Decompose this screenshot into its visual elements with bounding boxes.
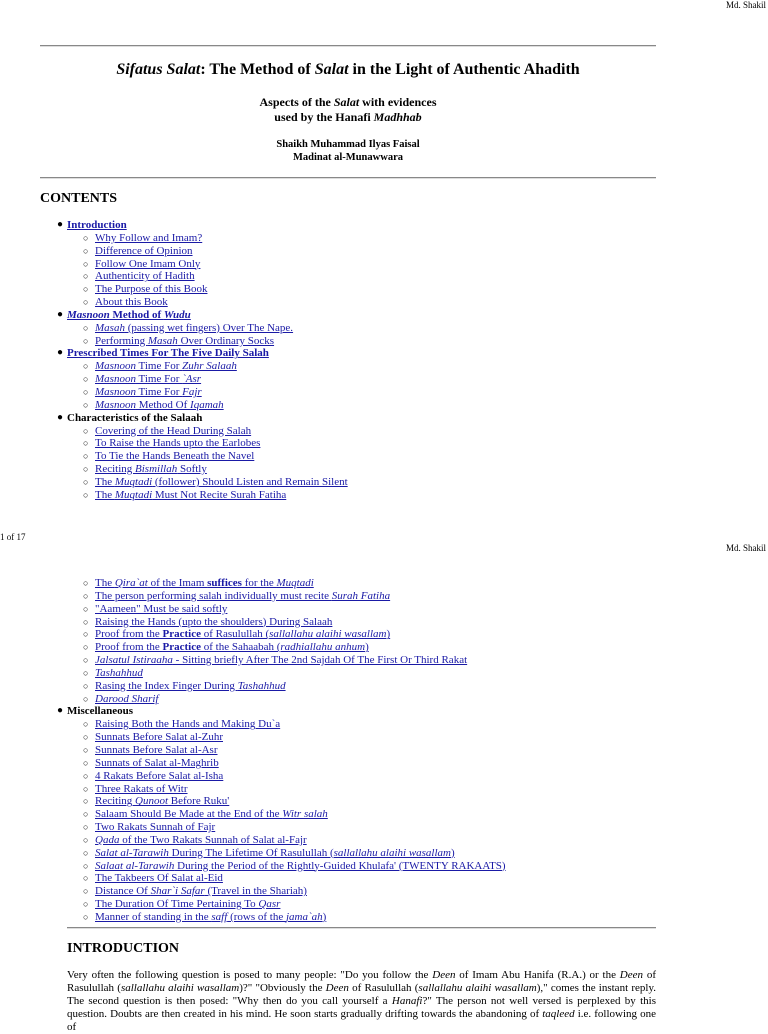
toc-link[interactable]: Authenticity of Hadith [95,270,195,283]
circle-bullet-icon: ○ [83,322,89,333]
bullet-icon: ● [57,705,64,717]
toc-item [40,628,680,641]
toc-item [40,360,680,373]
toc-item [40,322,680,335]
circle-bullet-icon: ○ [83,847,89,858]
toc-item [40,335,680,348]
toc-link[interactable]: Proof from the Practice of Rasulullah (sallallahu alaihi wasallam) [95,628,391,641]
toc-item [40,654,680,667]
toc-link[interactable]: Sunnats Before Salat al-Asr [95,743,218,756]
circle-bullet-icon: ○ [83,770,89,781]
circle-bullet-icon: ○ [83,616,89,627]
table-of-contents-part1 [40,219,680,502]
toc-item [40,795,680,808]
toc-item [40,577,680,590]
toc-link[interactable]: Sunnats Before Salat al-Zuhr [95,731,223,744]
circle-bullet-icon: ○ [83,873,89,884]
toc-link[interactable]: Jalsatul Istiraaha - Sitting briefly After The 2nd Sajdah Of The First Or Third Rakat [95,654,468,667]
toc-item [40,898,680,911]
toc-link[interactable]: Masnoon Time For `Asr [95,373,202,386]
toc-item [40,770,680,783]
circle-bullet-icon: ○ [83,232,89,243]
toc-item [40,680,680,693]
circle-bullet-icon: ○ [83,438,89,449]
toc-link[interactable]: To Tie the Hands Beneath the Navel [95,450,255,463]
circle-bullet-icon: ○ [83,809,89,820]
circle-bullet-icon: ○ [83,783,89,794]
toc-label: Characteristics of the Salaah [67,411,203,424]
toc-link[interactable]: Two Rakats Sunnah of Fajr [95,821,216,834]
bullet-icon: ● [57,411,64,423]
document-title [40,61,656,79]
page-number: 1 of 17 [0,532,26,542]
introduction-paragraph: Very often the following question is posed to many people: "Do you follow the Deen of Imam Abu Hanifa (R.A.) or the Deen of Rasulullah (sallallahu alaihi wasallam)?" "Obviously the Deen of Rasulullah (sallallahu alaihi wasallam)," comes the instant reply. The second question is then posed: "Why then do you call yourself a Hanafi?" The person not well versed is perplexed by this question. Doubts are then created in his mind. He soon starts gradually drifting towards the abandoning of taqleed i.e. following one of [67,969,656,1033]
subtitle-line2 [40,110,656,125]
toc-link[interactable]: Salat al-Tarawih During The Lifetime Of Rasulullah (sallallahu alaihi wasallam) [95,846,455,859]
toc-link[interactable]: Masnoon Method of Wudu [67,308,191,321]
subtitle-text: Salat [333,95,360,109]
circle-bullet-icon: ○ [83,245,89,256]
subtitle-text: Aspects of the [259,95,334,109]
author-name: Shaikh Muhammad Ilyas Faisal [276,139,420,150]
toc-link[interactable]: Reciting Bismillah Softly [95,463,207,476]
toc-link[interactable]: Proof from the Practice of the Sahaabah (radhiallahu anhum) [95,641,369,654]
toc-link[interactable]: Salaam Should Be Made at the End of the Witr salah [95,808,328,821]
bullet-icon: ● [57,308,64,320]
circle-bullet-icon: ○ [83,386,89,397]
circle-bullet-icon: ○ [83,822,89,833]
circle-bullet-icon: ○ [83,578,89,588]
top-divider [40,45,656,47]
toc-link[interactable]: The Muqtadi (follower) Should Listen and Remain Silent [95,475,348,488]
circle-bullet-icon: ○ [83,680,89,691]
page-header-author: Md. Shakil [725,0,766,10]
toc-link[interactable]: Why Follow and Imam? [95,231,203,244]
circle-bullet-icon: ○ [83,642,89,653]
toc-link[interactable]: Darood Sharif [95,692,159,705]
subtitle-line1 [40,95,656,110]
toc-link[interactable]: Reciting Qunoot Before Ruku' [95,795,230,808]
circle-bullet-icon: ○ [83,399,89,410]
toc-section [40,412,680,425]
title-part1: Sifatus Salat [116,61,201,78]
toc-link[interactable]: 4 Rakats Before Salat al-Isha [95,769,224,782]
toc-link[interactable]: Tashahhud [95,666,143,679]
toc-item [40,245,680,258]
author-block [40,138,656,164]
toc-item [40,232,680,245]
circle-bullet-icon: ○ [83,911,89,922]
toc-item [40,270,680,283]
toc-section [40,705,680,718]
toc-link[interactable]: Raising the Hands (upto the shoulders) During Salaah [95,615,333,628]
toc-item [40,283,680,296]
toc-item [40,731,680,744]
toc-link[interactable]: Masah (passing wet fingers) Over The Nape. [95,321,294,334]
toc-link[interactable]: Masnoon Method Of Iqamah [95,398,224,411]
toc-item [40,437,680,450]
document-subtitle [40,95,656,125]
toc-item [40,489,680,502]
toc-link[interactable]: The Purpose of this Book [95,283,208,296]
circle-bullet-icon: ○ [83,451,89,462]
toc-item [40,603,680,616]
toc-link[interactable]: Introduction [67,219,127,231]
toc-item [40,641,680,654]
circle-bullet-icon: ○ [83,899,89,910]
toc-link[interactable]: The Muqtadi Must Not Recite Surah Fatiha [95,488,287,501]
toc-link[interactable]: Performing Masah Over Ordinary Socks [95,334,275,347]
title-part2: : The Method of [200,61,315,78]
toc-link[interactable]: Qada of the Two Rakats Sunnah of Salat al-Fajr [95,833,307,846]
circle-bullet-icon: ○ [83,374,89,385]
circle-bullet-icon: ○ [83,757,89,768]
toc-label: Miscellaneous [67,705,133,718]
circle-bullet-icon: ○ [83,860,89,871]
circle-bullet-icon: ○ [83,258,89,269]
toc-item [40,693,680,706]
toc-item [40,744,680,757]
toc-item [40,463,680,476]
toc-item [40,386,680,399]
introduction-heading: INTRODUCTION [67,941,180,956]
subtitle-text: Madhhab [373,110,422,124]
toc-item [40,847,680,860]
toc-item [40,821,680,834]
toc-link[interactable]: "Aameen" Must be said softly [95,602,228,615]
toc-link[interactable]: Follow One Imam Only [95,257,201,270]
circle-bullet-icon: ○ [83,335,89,346]
circle-bullet-icon: ○ [83,476,89,487]
circle-bullet-icon: ○ [83,590,89,601]
toc-item [40,667,680,680]
circle-bullet-icon: ○ [83,834,89,845]
toc-link[interactable]: Manner of standing in the saff (rows of the jama`ah) [95,910,327,923]
toc-item [40,783,680,796]
section-divider [67,927,656,929]
toc-item [40,258,680,271]
circle-bullet-icon: ○ [83,425,89,436]
circle-bullet-icon: ○ [83,796,89,807]
contents-heading: CONTENTS [40,191,118,206]
toc-link[interactable]: To Raise the Hands upto the Earlobes [95,437,261,450]
toc-item [40,450,680,463]
toc-section [40,219,680,232]
circle-bullet-icon: ○ [83,693,89,704]
toc-link[interactable]: The Duration Of Time Pertaining To Qasr [95,898,281,911]
toc-item [40,373,680,386]
toc-link[interactable]: About this Book [95,296,168,309]
toc-item [40,757,680,770]
toc-item [40,860,680,873]
bullet-icon: ● [57,219,64,230]
circle-bullet-icon: ○ [83,284,89,295]
toc-link[interactable]: Distance Of Shar`i Safar (Travel in the Shariah) [95,885,307,898]
table-of-contents-part2 [40,577,680,924]
circle-bullet-icon: ○ [83,271,89,282]
toc-link[interactable]: Salaat al-Tarawih During the Period of the Rightly-Guided Khulafa' (TWENTY RAKAATS) [95,859,506,872]
toc-link[interactable]: The Takbeers Of Salat al-Eid [95,872,223,885]
toc-item [40,425,680,438]
toc-link[interactable]: The Qira`at of the Imam suffices for the Muqtadi [95,577,314,589]
circle-bullet-icon: ○ [83,744,89,755]
toc-link[interactable]: Rasing the Index Finger During Tashahhud [95,679,286,692]
toc-item [40,885,680,898]
circle-bullet-icon: ○ [83,655,89,666]
toc-section [40,347,680,360]
toc-link[interactable]: The person performing salah individually must recite Surah Fatiha [95,589,391,602]
toc-item [40,616,680,629]
toc-link[interactable]: Sunnats of Salat al-Maghrib [95,756,219,769]
toc-link[interactable]: Difference of Opinion [95,244,193,257]
toc-section [40,309,680,322]
toc-item [40,808,680,821]
toc-item [40,590,680,603]
toc-item [40,834,680,847]
circle-bullet-icon: ○ [83,603,89,614]
circle-bullet-icon: ○ [83,719,89,730]
title-part3: Salat [314,61,349,78]
toc-item [40,296,680,309]
toc-item [40,872,680,885]
bullet-icon: ● [57,347,64,359]
circle-bullet-icon: ○ [83,886,89,897]
circle-bullet-icon: ○ [83,667,89,678]
circle-bullet-icon: ○ [83,361,89,372]
title-part4: in the Light of Authentic Ahadith [348,61,580,78]
toc-item [40,399,680,412]
circle-bullet-icon: ○ [83,297,89,308]
circle-bullet-icon: ○ [83,629,89,640]
toc-item [40,911,680,924]
toc-link[interactable]: Prescribed Times For The Five Daily Salah [67,347,269,360]
toc-link[interactable]: Raising Both the Hands and Making Du`a [95,718,281,731]
subtitle-text: used by the Hanafi [274,110,374,124]
subtitle-text: with evidences [359,95,437,109]
toc-link[interactable]: Covering of the Head During Salah [95,424,252,437]
toc-link[interactable]: Masnoon Time For Zuhr Salaah [95,360,237,373]
circle-bullet-icon: ○ [83,732,89,743]
header-divider [40,177,656,179]
toc-item [40,476,680,489]
toc-link[interactable]: Three Rakats of Witr [95,782,188,795]
toc-item [40,718,680,731]
circle-bullet-icon: ○ [83,489,89,500]
toc-link[interactable]: Masnoon Time For Fajr [95,385,202,398]
author-place: Madinat al-Munawwara [293,152,403,163]
page-header-author: Md. Shakil [725,543,766,553]
circle-bullet-icon: ○ [83,464,89,475]
